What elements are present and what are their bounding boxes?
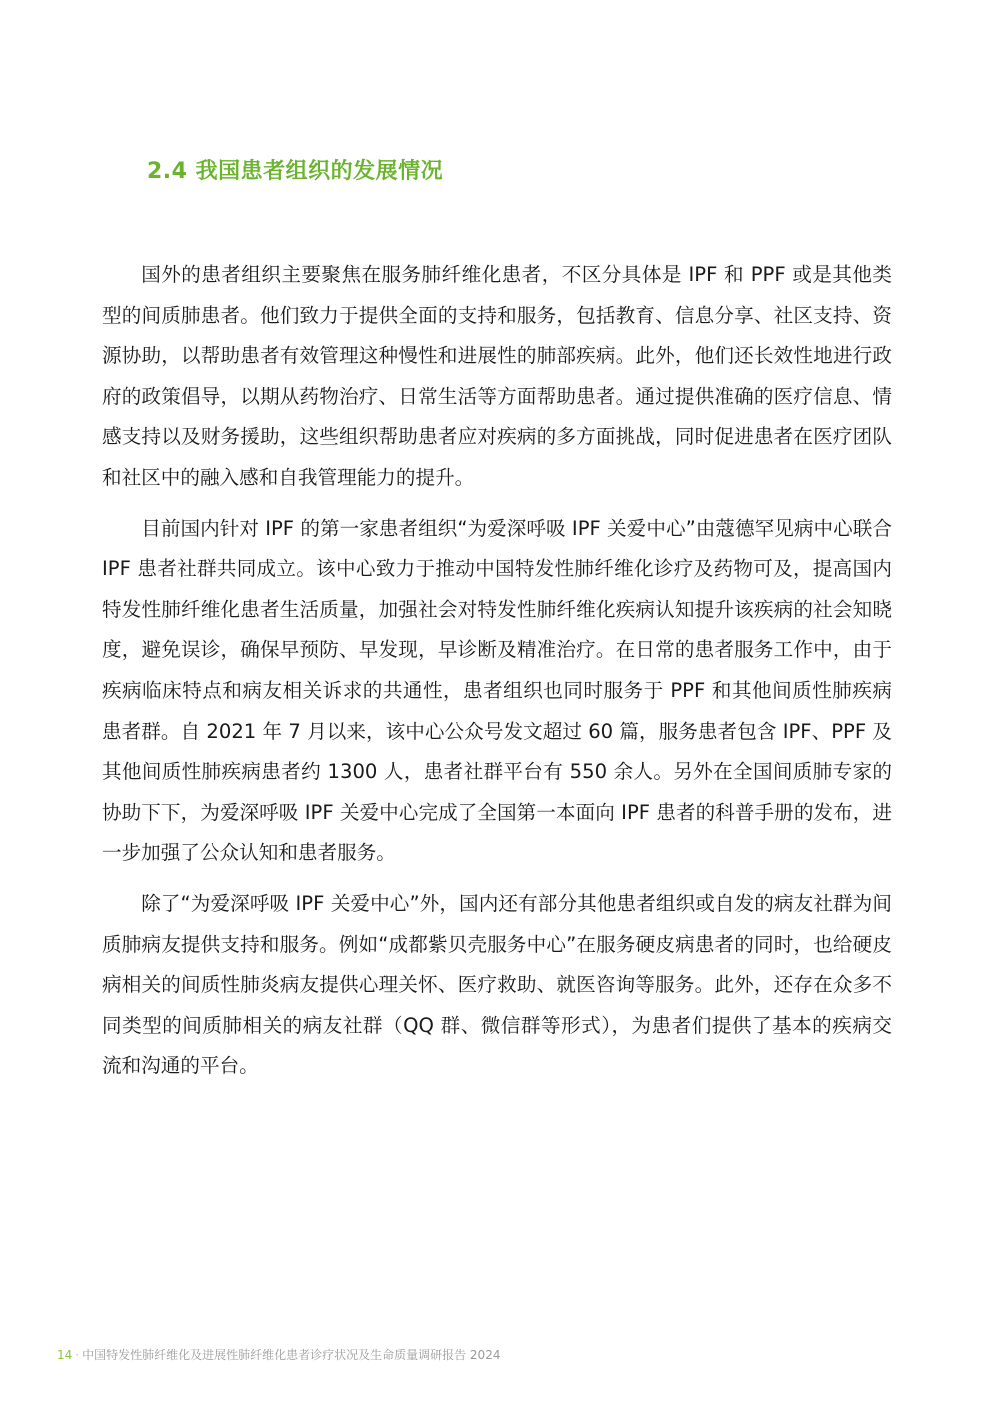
footer-report-title: 中国特发性肺纤维化及进展性肺纤维化患者诊疗状况及生命质量调研报告 2024 [82,1348,501,1362]
page-number: 14 [57,1348,73,1362]
paragraph-2: 目前国内针对 IPF 的第一家患者组织“为爱深呼吸 IPF 关爱中心”由蔻德罕见病中心联合 IPF 患者社群共同成立。该中心致力于推动中国特发性肺纤维化诊疗及药物可及，提高国内特发性肺纤维化患者生活质量，加强社会对特发性肺纤维化疾病认知提升该疾病的社会知晓度，避免误诊，确保早预防、早发现，早诊断及精准治疗。在日常的患者服务工作中，由于疾病临床特点和病友相关诉求的共通性，患者组织也同时服务于 PPF 和其他间质性肺疾病患者群。自 2021 年 7 月以来，该中心公众号发文超过 60 篇，服务患者包含 IPF、PPF 及其他间质性肺疾病患者约 1300 人，患者社群平台有 550 余人。另外在全国间质肺专家的协助下下，为爱深呼吸 IPF 关爱中心完成了全国第一本面向 IPF 患者的科普手册的发布，进一步加强了公众认知和患者服务。 [102,516,892,865]
page-footer [57,1346,500,1363]
footer-separator: · [75,1348,80,1362]
paragraph-3: 除了“为爱深呼吸 IPF 关爱中心”外，国内还有部分其他患者组织或自发的病友社群为间质肺病友提供支持和服务。例如“成都紫贝壳服务中心”在服务硬皮病患者的同时，也给硬皮病相关的间质性肺炎病友提供心理关怀、医疗救助、就医咨询等服务。此外，还存在众多不同类型的间质肺相关的病友社群（QQ 群、微信群等形式），为患者们提供了基本的疾病交流和沟通的平台。 [102,891,892,1078]
paragraph-1: 国外的患者组织主要聚焦在服务肺纤维化患者，不区分具体是 IPF 和 PPF 或是其他类型的间质肺患者。他们致力于提供全面的支持和服务，包括教育、信息分享、社区支持、资源协助，以帮助患者有效管理这种慢性和进展性的肺部疾病。此外，他们还长效性地进行政府的政策倡导，以期从药物治疗、日常生活等方面帮助患者。通过提供准确的医疗信息、情感支持以及财务援助，这些组织帮助患者应对疾病的多方面挑战，同时促进患者在医疗团队和社区中的融入感和自我管理能力的提升。 [102,263,892,489]
section-title: 2.4 我国患者组织的发展情况 [147,159,444,184]
body-text [102,255,892,1097]
